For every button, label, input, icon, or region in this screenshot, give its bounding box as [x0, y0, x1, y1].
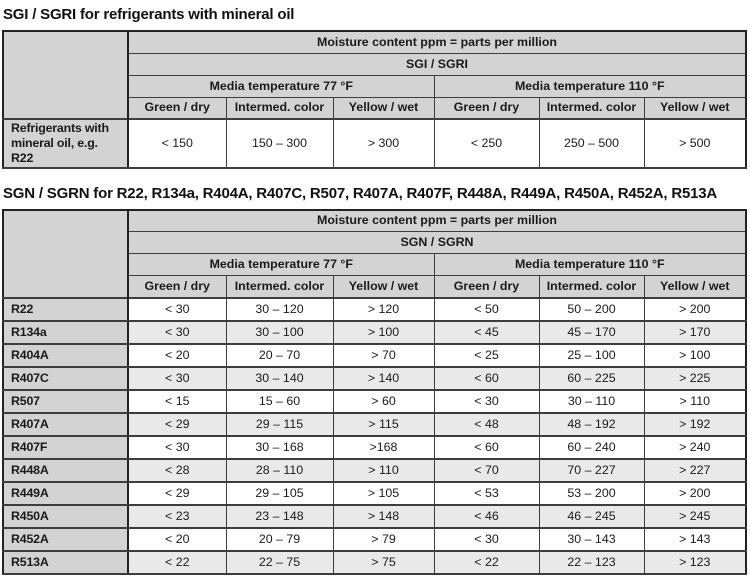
value-cell: 30 – 168 — [226, 436, 333, 459]
value-cell: 46 – 245 — [539, 505, 644, 528]
sgi-sgri-table-header — [3, 31, 746, 119]
value-cell: < 20 — [128, 344, 226, 367]
row-label: R450A — [3, 505, 128, 528]
value-cell: > 192 — [644, 413, 746, 436]
value-cell: 29 – 115 — [226, 413, 333, 436]
table-row-r513a — [3, 551, 746, 574]
value-cell: > 79 — [333, 528, 434, 551]
indicator-header: Yellow / wet — [644, 97, 746, 119]
value-cell: > 143 — [644, 528, 746, 551]
value-cell: < 30 — [434, 528, 539, 551]
row-label: R449A — [3, 482, 128, 505]
row-label: Refrigerants with mineral oil, e.g. R22 — [3, 119, 128, 168]
value-cell: 30 – 110 — [539, 390, 644, 413]
table-row-r452a — [3, 528, 746, 551]
sgn-sgrn-table-header — [3, 210, 746, 298]
row-label: R407F — [3, 436, 128, 459]
value-cell: 30 – 120 — [226, 298, 333, 321]
value-cell: > 227 — [644, 459, 746, 482]
value-cell: 23 – 148 — [226, 505, 333, 528]
moisture-header: Moisture content ppm = parts per million — [128, 210, 746, 232]
value-cell: > 170 — [644, 321, 746, 344]
indicator-header: Green / dry — [434, 97, 539, 119]
value-cell: 25 – 100 — [539, 344, 644, 367]
row-label: R134a — [3, 321, 128, 344]
value-cell: > 110 — [644, 390, 746, 413]
value-cell: > 240 — [644, 436, 746, 459]
value-cell: < 50 — [434, 298, 539, 321]
value-cell: < 60 — [434, 367, 539, 390]
indicator-header: Yellow / wet — [644, 276, 746, 298]
value-cell: < 30 — [434, 390, 539, 413]
indicator-header: Yellow / wet — [333, 276, 434, 298]
value-cell: < 46 — [434, 505, 539, 528]
value-cell: < 22 — [128, 551, 226, 574]
value-cell: < 22 — [434, 551, 539, 574]
table-row-r450a — [3, 505, 746, 528]
sgn-sgrn-title: SGN / SGRN for R22, R134a, R404A, R407C, R507, R407A, R407F, R448A, R449A, R450A, R452A, R513A — [3, 184, 718, 202]
value-cell: < 23 — [128, 505, 226, 528]
value-cell: > 105 — [333, 482, 434, 505]
value-cell: > 140 — [333, 367, 434, 390]
row-label: R407A — [3, 413, 128, 436]
temp-77-header: Media temperature 77 °F — [128, 75, 434, 97]
temp-110-header: Media temperature 110 °F — [434, 75, 746, 97]
indicator-header: Green / dry — [434, 276, 539, 298]
value-cell: 53 – 200 — [539, 482, 644, 505]
value-cell: 30 – 140 — [226, 367, 333, 390]
model-header: SGN / SGRN — [128, 232, 746, 254]
value-cell: < 29 — [128, 482, 226, 505]
table-row-r448a — [3, 459, 746, 482]
value-cell: > 120 — [333, 298, 434, 321]
value-cell: >168 — [333, 436, 434, 459]
value-cell: > 225 — [644, 367, 746, 390]
table-row — [3, 119, 746, 168]
value-cell: 22 – 75 — [226, 551, 333, 574]
table-row-r404a — [3, 344, 746, 367]
value-cell: > 148 — [333, 505, 434, 528]
value-cell: 45 – 170 — [539, 321, 644, 344]
value-cell: > 115 — [333, 413, 434, 436]
value-cell: < 45 — [434, 321, 539, 344]
sgi-sgri-table — [2, 30, 747, 169]
value-cell: > 60 — [333, 390, 434, 413]
sgn-sgrn-table — [2, 209, 747, 575]
value-cell: 50 – 200 — [539, 298, 644, 321]
value-cell: < 250 — [434, 119, 539, 168]
table-row-r507 — [3, 390, 746, 413]
value-cell: > 245 — [644, 505, 746, 528]
table-row-r407f — [3, 436, 746, 459]
value-cell: > 100 — [644, 344, 746, 367]
value-cell: < 48 — [434, 413, 539, 436]
row-label: R22 — [3, 298, 128, 321]
value-cell: < 30 — [128, 298, 226, 321]
value-cell: > 200 — [644, 298, 746, 321]
value-cell: < 30 — [128, 367, 226, 390]
table-row-r407c — [3, 367, 746, 390]
value-cell: 20 – 70 — [226, 344, 333, 367]
value-cell: > 100 — [333, 321, 434, 344]
value-cell: 30 – 143 — [539, 528, 644, 551]
value-cell: 250 – 500 — [539, 119, 644, 168]
value-cell: > 300 — [333, 119, 434, 168]
value-cell: < 150 — [128, 119, 226, 168]
table-row-r22 — [3, 298, 746, 321]
row-label: R513A — [3, 551, 128, 574]
row-label: R448A — [3, 459, 128, 482]
value-cell: 70 – 227 — [539, 459, 644, 482]
table-row-r449a — [3, 482, 746, 505]
value-cell: 29 – 105 — [226, 482, 333, 505]
value-cell: 48 – 192 — [539, 413, 644, 436]
value-cell: < 29 — [128, 413, 226, 436]
value-cell: 15 – 60 — [226, 390, 333, 413]
row-label: R407C — [3, 367, 128, 390]
indicator-header: Intermed. color — [226, 276, 333, 298]
row-label: R452A — [3, 528, 128, 551]
value-cell: 28 – 110 — [226, 459, 333, 482]
value-cell: < 30 — [128, 436, 226, 459]
value-cell: > 110 — [333, 459, 434, 482]
value-cell: < 20 — [128, 528, 226, 551]
sgi-sgri-title: SGI / SGRI for refrigerants with mineral oil — [3, 6, 295, 23]
value-cell: < 28 — [128, 459, 226, 482]
value-cell: < 25 — [434, 344, 539, 367]
table-row-r134a — [3, 321, 746, 344]
value-cell: > 200 — [644, 482, 746, 505]
indicator-header: Yellow / wet — [333, 97, 434, 119]
value-cell: < 30 — [128, 321, 226, 344]
row-label: R507 — [3, 390, 128, 413]
temp-77-header: Media temperature 77 °F — [128, 254, 434, 276]
value-cell: 60 – 240 — [539, 436, 644, 459]
value-cell: 20 – 79 — [226, 528, 333, 551]
value-cell: > 500 — [644, 119, 746, 168]
value-cell: > 70 — [333, 344, 434, 367]
row-label: R404A — [3, 344, 128, 367]
value-cell: 22 – 123 — [539, 551, 644, 574]
value-cell: < 70 — [434, 459, 539, 482]
value-cell: 150 – 300 — [226, 119, 333, 168]
value-cell: < 15 — [128, 390, 226, 413]
temp-110-header: Media temperature 110 °F — [434, 254, 746, 276]
value-cell: < 60 — [434, 436, 539, 459]
indicator-header: Green / dry — [128, 276, 226, 298]
value-cell: 30 – 100 — [226, 321, 333, 344]
corner-cell — [3, 210, 128, 298]
value-cell: > 75 — [333, 551, 434, 574]
corner-cell — [3, 31, 128, 119]
value-cell: 60 – 225 — [539, 367, 644, 390]
moisture-header: Moisture content ppm = parts per million — [128, 31, 746, 53]
indicator-header: Intermed. color — [539, 276, 644, 298]
indicator-header: Intermed. color — [226, 97, 333, 119]
value-cell: < 53 — [434, 482, 539, 505]
table-row-r407a — [3, 413, 746, 436]
indicator-header: Green / dry — [128, 97, 226, 119]
indicator-header: Intermed. color — [539, 97, 644, 119]
value-cell: > 123 — [644, 551, 746, 574]
model-header: SGI / SGRI — [128, 53, 746, 75]
